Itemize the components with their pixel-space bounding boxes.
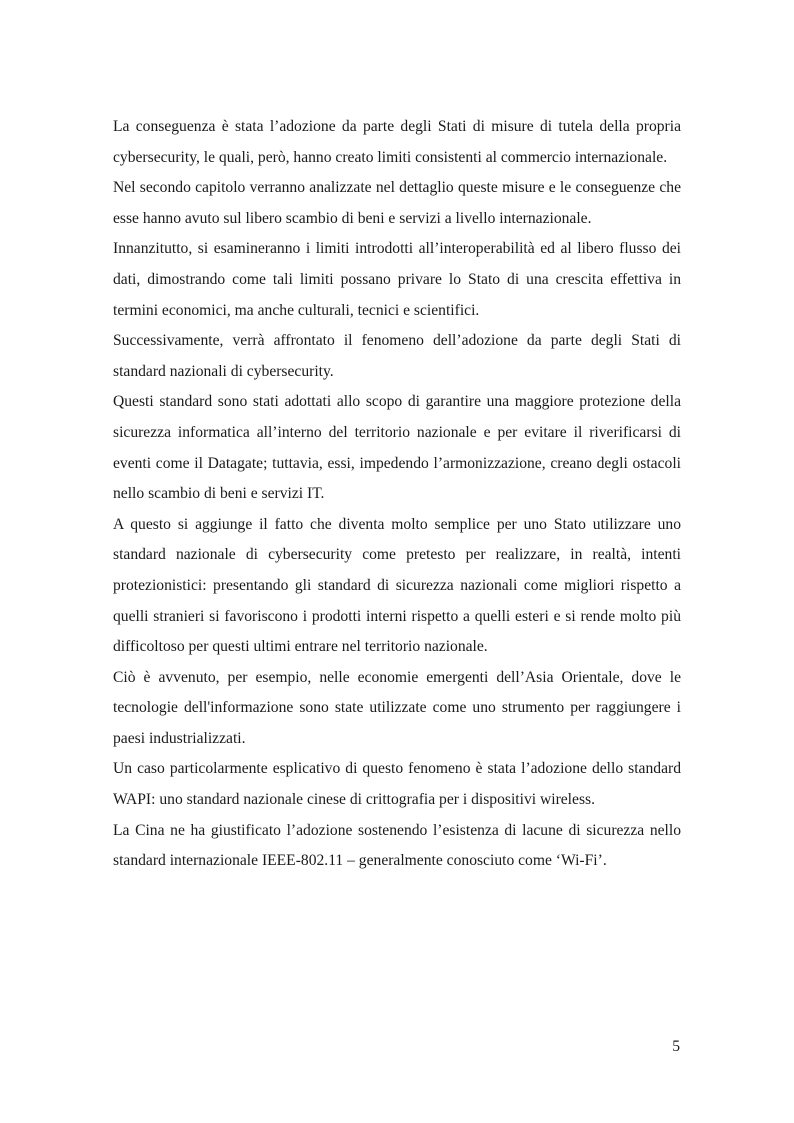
paragraph-1: La conseguenza è stata l’adozione da parte degli Stati di misure di tutela della propria cybersecurity, le quali, però, hanno creato limiti consistenti al commercio internazionale. xyxy=(113,118,681,166)
paragraph-9: La Cina ne ha giustificato l’adozione sostenendo l’esistenza di lacune di sicurezza nello standard internazionale IEEE-802.11 – generalmente conosciuto come ‘Wi-Fi’. xyxy=(113,821,681,870)
paragraph-6: A questo si aggiunge il fatto che diventa molto semplice per uno Stato utilizzare uno standard nazionale di cybersecurity come pretesto per realizzare, in realtà, intenti protezionistici: presentando gli standard di sicurezza nazionali come migliori rispetto a quelli stranieri si favoriscono i prodotti interni rispetto a quelli esteri e si rende molto più difficoltoso per questi ultimi entrare nel territorio nazionale. xyxy=(113,515,681,656)
page-number: 5 xyxy=(672,1038,680,1055)
body-text xyxy=(113,112,681,877)
paragraph-8: Un caso particolarmente esplicativo di questo fenomeno è stata l’adozione dello standard WAPI: uno standard nazionale cinese di crittografia per i dispositivi wireless. xyxy=(113,760,681,809)
paragraph-7: Ciò è avvenuto, per esempio, nelle economie emergenti dell’Asia Orientale, dove le tecnologie dell'informazione sono state utilizzate come uno strumento per raggiungere i paesi industrializzati. xyxy=(113,668,681,747)
paragraph-3: Innanzitutto, si esamineranno i limiti introdotti all’interoperabilità ed al libero flusso dei dati, dimostrando come tali limiti possano privare lo Stato di una crescita effettiva in termini economici, ma anche culturali, tecnici e scientifici. xyxy=(113,240,681,319)
paragraph-2: Nel secondo capitolo verranno analizzate nel dettaglio queste misure e le conseguenze che esse hanno avuto sul libero scambio di beni e servizi a livello internazionale. xyxy=(113,179,681,227)
paragraph-4: Successivamente, verrà affrontato il fenomeno dell’adozione da parte degli Stati di standard nazionali di cybersecurity. xyxy=(113,332,681,380)
paragraph-5: Questi standard sono stati adottati allo scopo di garantire una maggiore protezione della sicurezza informatica all’interno del territorio nazionale e per evitare il riverificarsi di eventi come il Datagate; tuttavia, essi, impedendo l’armonizzazione, creano degli ostacoli nello scambio di beni e servizi IT. xyxy=(113,393,681,503)
